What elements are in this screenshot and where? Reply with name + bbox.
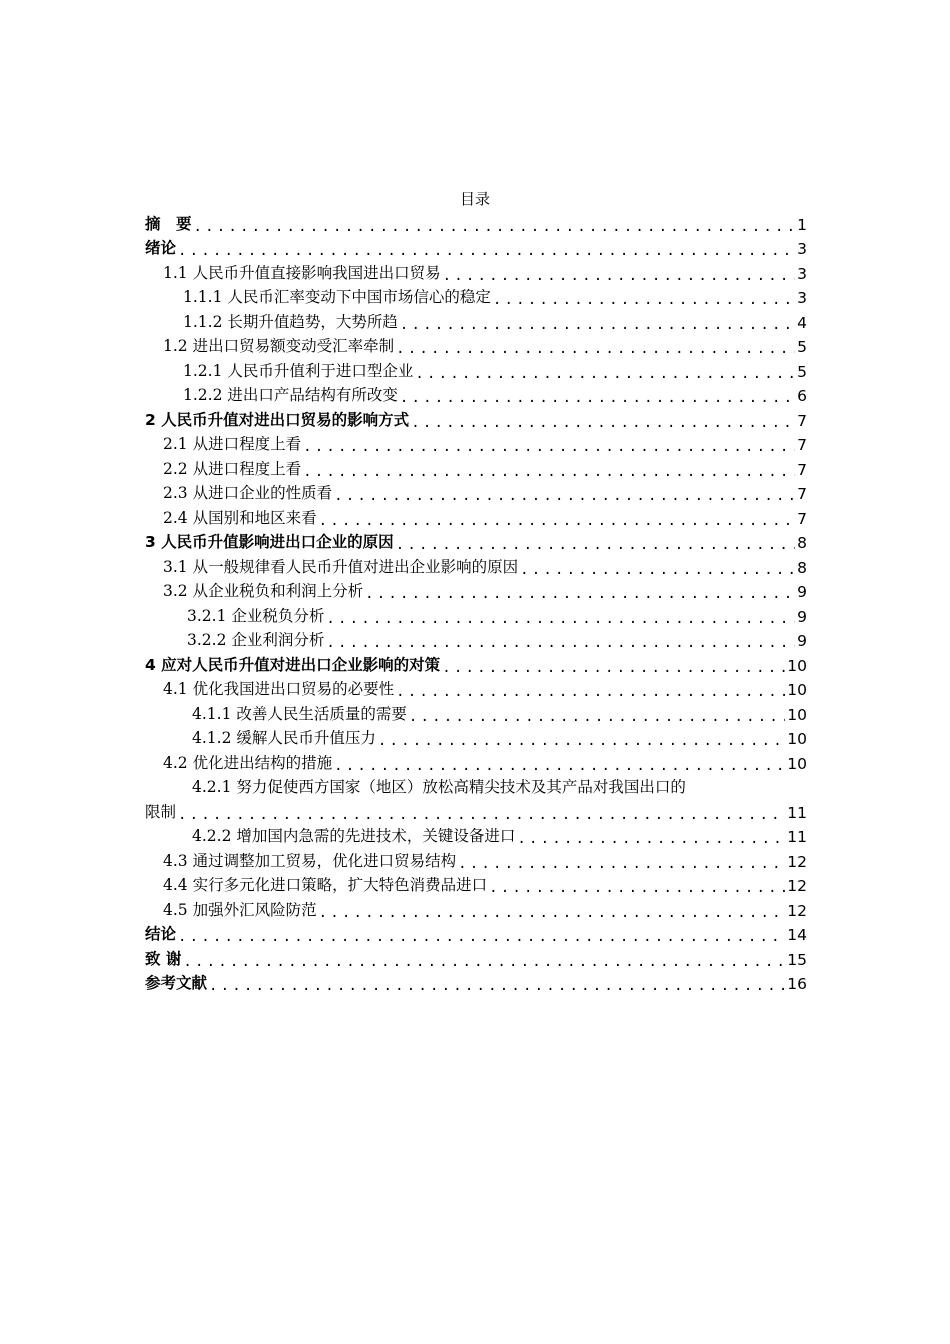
toc-entry-label: 4.5 加强外汇风险防范 — [163, 900, 317, 919]
toc-entry-label: 1.2.1 人民币升值利于进口型企业 — [183, 361, 414, 380]
toc-entry[interactable] — [145, 528, 807, 553]
toc-page-number: 10 — [787, 656, 807, 675]
toc-entry-label: 1.1.2 长期升值趋势，大势所趋 — [183, 312, 398, 331]
leader-dots — [442, 661, 785, 675]
leader-dots — [396, 342, 795, 356]
leader-dots — [415, 367, 795, 381]
toc-page-number: 10 — [787, 681, 807, 699]
toc-entry-label: 1.2.2 进出口产品结构有所改变 — [183, 386, 398, 404]
toc-page-number: 5 — [797, 362, 807, 381]
leader-dots — [400, 391, 795, 405]
toc-page-number: 8 — [797, 534, 807, 552]
toc-page-number: 11 — [787, 828, 807, 846]
toc-page-number: 9 — [797, 632, 807, 650]
toc-entry[interactable] — [145, 283, 807, 308]
toc-entry-label: 摘 要 — [145, 214, 192, 233]
toc-entry-label: 结论 — [145, 925, 177, 943]
leader-dots — [334, 759, 785, 773]
toc-entry-label: 限制 — [145, 802, 177, 821]
toc-entry-label: 1.1.1 人民币汇率变动下中国市场信心的稳定 — [183, 288, 491, 306]
toc-entry[interactable] — [145, 577, 807, 602]
toc-entry[interactable] — [145, 895, 807, 920]
toc-entry[interactable] — [145, 822, 807, 847]
leader-dots — [178, 930, 785, 944]
toc-entry-label: 4.1.2 缓解人民币升值压力 — [192, 729, 376, 747]
toc-page-number: 7 — [797, 411, 807, 430]
toc-entry-label: 1.1 人民币升值直接影响我国进出口贸易 — [163, 263, 441, 282]
leader-dots — [326, 612, 795, 626]
leader-dots — [319, 906, 786, 920]
toc-page-number: 16 — [787, 975, 807, 993]
toc-entry[interactable] — [145, 944, 807, 969]
leader-dots — [209, 979, 785, 993]
leader-dots — [517, 832, 785, 846]
toc-page-number: 9 — [797, 607, 807, 626]
leader-dots — [409, 710, 785, 724]
toc-entry-label: 4.4 实行多元化进口策略，扩大特色消费品进口 — [163, 876, 488, 894]
leader-dots — [303, 465, 795, 479]
toc-entry-label: 2 人民币升值对进出口贸易的影响方式 — [145, 410, 410, 429]
toc-page-number: 1 — [797, 215, 807, 234]
leader-dots — [334, 489, 795, 503]
toc-entry[interactable] — [145, 381, 807, 406]
leader-dots — [400, 318, 795, 332]
toc-entry-label: 3.2 从企业税负和利润上分析 — [163, 582, 364, 600]
toc-entry-label: 4.2 优化进出结构的措施 — [163, 753, 333, 772]
toc-page-number: 8 — [797, 558, 807, 577]
leader-dots — [493, 293, 795, 307]
toc-entry[interactable] — [145, 699, 807, 724]
toc-entry-label: 2.1 从进口程度上看 — [163, 435, 302, 453]
leader-dots — [520, 563, 795, 577]
toc-entry-label: 4.2.2 增加国内急需的先进技术，关键设备进口 — [192, 827, 516, 845]
toc-page-number: 15 — [787, 950, 807, 969]
leader-dots — [194, 220, 796, 234]
toc-entry[interactable] — [145, 626, 807, 651]
toc-page-number: 12 — [787, 877, 807, 895]
toc-entry-label: 4.1.1 改善人民生活质量的需要 — [192, 704, 407, 723]
toc-entry[interactable] — [145, 748, 807, 773]
toc-entry[interactable] — [145, 871, 807, 896]
table-of-contents — [145, 209, 807, 993]
toc-page-number: 6 — [797, 387, 807, 405]
leader-dots — [303, 440, 795, 454]
toc-entry-label: 3.2.2 企业利润分析 — [187, 631, 325, 649]
toc-entry-label: 2.2 从进口程度上看 — [163, 459, 302, 478]
toc-page-number: 3 — [797, 264, 807, 283]
toc-entry-label: 3.2.1 企业税负分析 — [187, 606, 325, 625]
toc-entry[interactable] — [145, 920, 807, 945]
toc-entry-label: 绪论 — [145, 239, 177, 257]
leader-dots — [178, 808, 785, 822]
toc-entry[interactable] — [145, 846, 807, 871]
leader-dots — [378, 734, 785, 748]
toc-page-number: 5 — [797, 338, 807, 356]
leader-dots — [396, 685, 785, 699]
toc-entry[interactable] — [145, 650, 807, 675]
toc-entry-label-line1: 4.2.1 努力促使西方国家（地区）放松高精尖技术及其产品对我国出口的 — [192, 778, 686, 796]
toc-page-number: 12 — [787, 901, 807, 920]
toc-entry[interactable] — [145, 724, 807, 749]
toc-entry[interactable] — [145, 675, 807, 700]
toc-page-number: 12 — [787, 852, 807, 871]
toc-title: 目录 — [459, 190, 490, 208]
leader-dots — [396, 538, 795, 552]
toc-page-number: 7 — [797, 485, 807, 503]
leader-dots — [489, 881, 785, 895]
leader-dots — [365, 587, 795, 601]
toc-page-number: 9 — [797, 583, 807, 601]
toc-entry-label: 4.3 通过调整加工贸易，优化进口贸易结构 — [163, 851, 457, 870]
toc-page-number: 11 — [787, 803, 807, 822]
leader-dots — [326, 636, 795, 650]
toc-entry[interactable] — [145, 601, 807, 626]
toc-page-number: 10 — [787, 730, 807, 748]
toc-entry[interactable] — [145, 307, 807, 332]
leader-dots — [178, 244, 795, 258]
toc-entry-label: 3.1 从一般规律看人民币升值对进出企业影响的原因 — [163, 557, 519, 576]
toc-entry-label: 4.1 优化我国进出口贸易的必要性 — [163, 680, 395, 698]
toc-entry-label: 致 谢 — [145, 949, 182, 968]
leader-dots — [458, 857, 785, 871]
toc-page-number: 7 — [797, 436, 807, 454]
leader-dots — [443, 269, 796, 283]
toc-entry[interactable] — [145, 552, 807, 577]
toc-entry[interactable] — [145, 356, 807, 381]
toc-entry[interactable] — [145, 797, 807, 822]
toc-page-number: 7 — [797, 460, 807, 479]
toc-entry-label: 2.3 从进口企业的性质看 — [163, 484, 333, 502]
toc-page-number: 10 — [787, 754, 807, 773]
toc-entry[interactable] — [145, 969, 807, 994]
toc-page-number: 10 — [787, 705, 807, 724]
toc-entry[interactable] — [145, 209, 807, 234]
toc-entry-label: 3 人民币升值影响进出口企业的原因 — [145, 533, 394, 551]
toc-entry[interactable] — [145, 332, 807, 357]
toc-entry[interactable] — [145, 454, 807, 479]
toc-page-number: 7 — [797, 509, 807, 528]
leader-dots — [183, 955, 785, 969]
leader-dots — [411, 416, 795, 430]
toc-entry-label: 4 应对人民币升值对进出口企业影响的对策 — [145, 655, 441, 674]
toc-entry-label: 1.2 进出口贸易额变动受汇率牵制 — [163, 337, 395, 355]
toc-entry-label: 参考文献 — [145, 974, 208, 992]
toc-entry-wrapped-line[interactable] — [145, 773, 807, 798]
toc-page-number: 3 — [797, 240, 807, 258]
toc-page-number: 3 — [797, 289, 807, 307]
toc-entry[interactable] — [145, 258, 807, 283]
leader-dots — [319, 514, 796, 528]
toc-entry[interactable] — [145, 430, 807, 455]
toc-entry[interactable] — [145, 234, 807, 259]
toc-entry[interactable] — [145, 405, 807, 430]
toc-entry[interactable] — [145, 479, 807, 504]
toc-page-number: 4 — [797, 313, 807, 332]
toc-entry[interactable] — [145, 503, 807, 528]
toc-entry-label: 2.4 从国别和地区来看 — [163, 508, 317, 527]
toc-page-number: 14 — [787, 926, 807, 944]
